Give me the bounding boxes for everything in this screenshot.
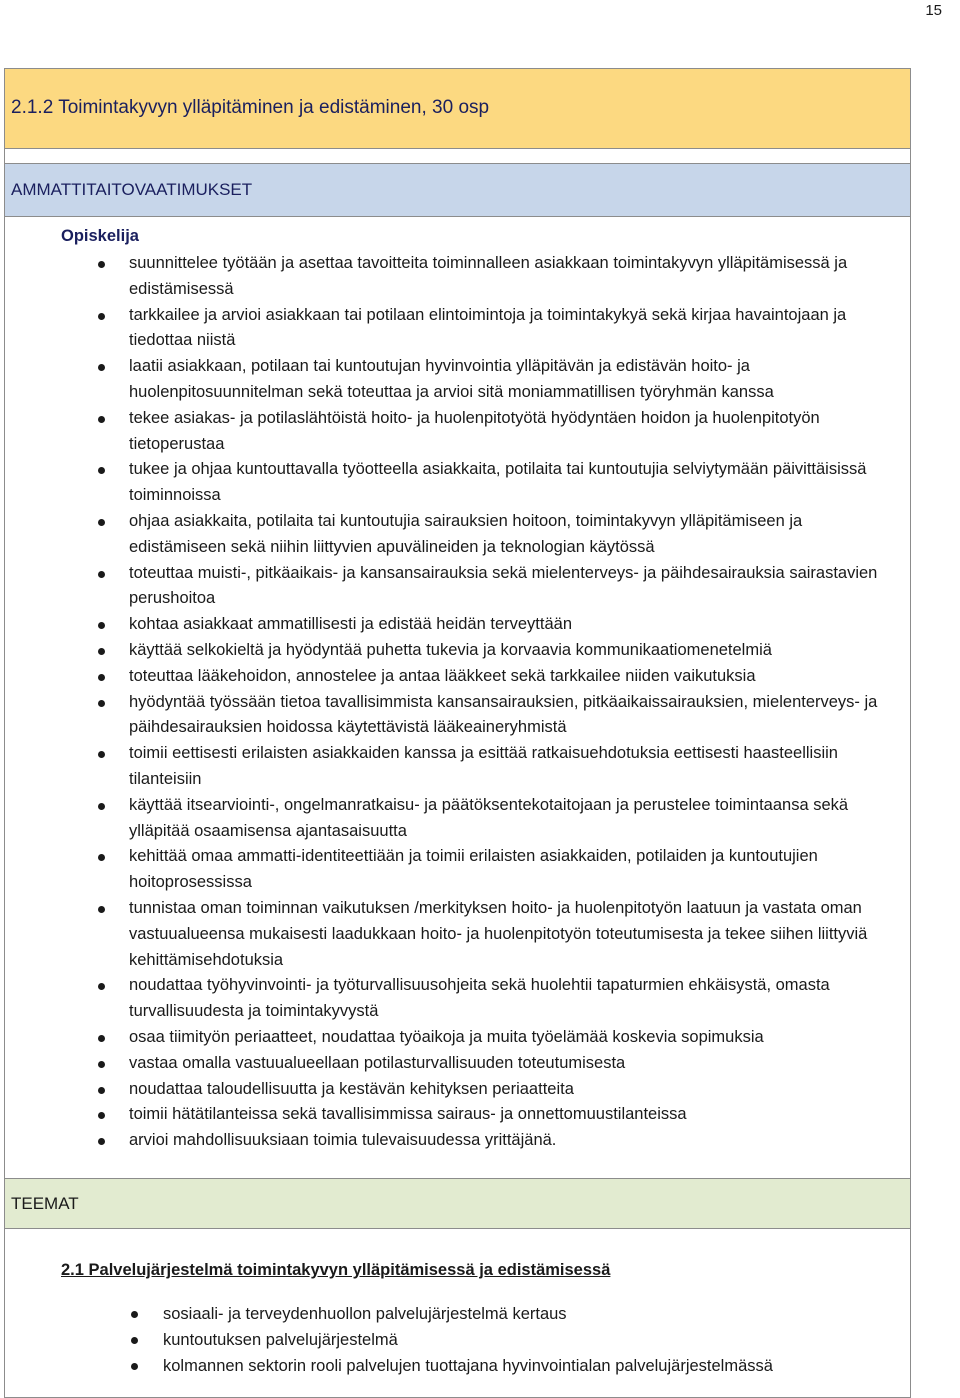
requirement-item-text: toteuttaa lääkehoidon, annostelee ja antaa lääkkeet sekä tarkkailee niiden vaikutuksia	[129, 666, 756, 685]
spacer-row	[5, 149, 910, 164]
bullet-icon	[98, 622, 105, 629]
requirement-item	[61, 612, 904, 638]
requirement-item	[61, 741, 904, 793]
bullet-icon	[98, 648, 105, 655]
requirement-item-text: käyttää selkokieltä ja hyödyntää puhetta tukevia ja korvaavia kommunikaatiomenetelmiä	[129, 640, 772, 659]
requirement-item	[61, 406, 904, 458]
requirement-item-text: osaa tiimityön periaatteet, noudattaa työaikoja ja muita työelämää koskevia sopimuksia	[129, 1027, 764, 1046]
requirement-item	[61, 1077, 904, 1103]
bullet-icon	[131, 1311, 138, 1318]
bullet-icon	[98, 700, 105, 707]
bullet-icon	[98, 467, 105, 474]
requirement-item-text: toimii eettisesti erilaisten asiakkaiden kanssa ja esittää ratkaisuehdotuksia eettisesti haasteellisiin tilanteisiin	[129, 744, 838, 788]
bullet-icon	[98, 261, 105, 268]
requirement-item-text: suunnittelee työtään ja asettaa tavoitteita toiminnalleen asiakkaan toimintakyvyn ylläpitämisessä ja edistämisessä	[129, 254, 848, 298]
bullet-icon	[98, 803, 105, 810]
requirements-list	[61, 251, 910, 1154]
theme-item	[61, 1327, 910, 1353]
theme-item	[61, 1353, 910, 1379]
requirement-item	[61, 896, 904, 973]
bullet-icon	[98, 1035, 105, 1042]
requirement-item	[61, 251, 904, 303]
requirement-item	[61, 457, 904, 509]
bullet-icon	[98, 983, 105, 990]
requirement-item-text: toteuttaa muisti-, pitkäaikais- ja kansansairauksia sekä mielenterveys- ja päihdesairauksia sairastavien perushoitoa	[129, 563, 878, 608]
bullet-icon	[98, 571, 105, 578]
bullet-icon	[98, 313, 105, 320]
requirement-item-text: toimii hätätilanteissa sekä tavallisimmissa sairaus- ja onnettomuustilanteissa	[129, 1105, 687, 1124]
requirement-item-text: vastaa omalla vastuualueellaan potilasturvallisuuden toteutumisesta	[129, 1053, 626, 1072]
theme-item-text: kuntoutuksen palvelujärjestelmä	[163, 1331, 398, 1349]
requirement-item-text: noudattaa työhyvinvointi- ja työturvallisuusohjeita sekä huolehtii tapaturmien ehkäisystä, omasta turvallisuudesta ja toimintakyvystä	[129, 976, 830, 1021]
requirements-header: AMMATTITAITOVAATIMUKSET	[5, 164, 910, 217]
requirement-item	[61, 664, 904, 690]
bullet-icon	[98, 906, 105, 913]
requirement-item	[61, 638, 904, 664]
requirement-item	[61, 1102, 904, 1128]
requirement-item	[61, 354, 904, 406]
requirement-item	[61, 1025, 904, 1051]
bullet-icon	[98, 416, 105, 423]
requirement-item	[61, 690, 904, 742]
bullet-icon	[98, 364, 105, 371]
requirement-item-text: ohjaa asiakkaita, potilaita tai kuntoutujia sairauksien hoitoon, toimintakyvyn ylläpitämiseen ja edistämiseen sekä niihin liittyvien apuvälineiden ja teknologian käytössä	[129, 511, 803, 556]
requirement-item-text: kohtaa asiakkaat ammatillisesti ja edistää heidän terveyttään	[129, 615, 572, 634]
theme-item	[61, 1301, 910, 1327]
requirement-item	[61, 509, 904, 561]
bullet-icon	[98, 854, 105, 861]
themes-body	[5, 1229, 910, 1379]
themes-list	[61, 1301, 910, 1379]
requirement-item-text: tekee asiakas- ja potilaslähtöistä hoito- ja huolenpitotyötä hyödyntäen hoidon ja huolenpitotyön tietoperustaa	[129, 408, 820, 453]
requirement-item-text: tunnistaa oman toiminnan vaikutuksen /merkityksen hoito- ja huolenpitotyön laatuun ja vastata oman vastuualueensa mukaisesti laadukkaan hoito- ja huolenpitotyön toteutumisesta ja tekee siihen liittyviä kehittämisehdotuksia	[129, 898, 868, 969]
page-number: 15	[925, 2, 942, 19]
requirement-item	[61, 1051, 904, 1077]
bullet-icon	[98, 1087, 105, 1094]
bullet-icon	[98, 674, 105, 681]
requirements-body	[5, 217, 910, 1179]
bullet-icon	[98, 1138, 105, 1145]
requirement-item	[61, 303, 904, 355]
requirement-item-text: hyödyntää työssään tietoa tavallisimmista kansansairauksien, pitkäaikaissairauksien, mielenterveys- ja päihdesairauksien hoidossa käytettävistä lääkeaineryhmistä	[129, 692, 878, 737]
requirement-item	[61, 844, 904, 896]
requirement-item-text: tarkkailee ja arvioi asiakkaan tai potilaan elintoimintoja ja toimintakykyä sekä kirjaa havaintojaan ja tiedottaa niistä	[129, 305, 847, 350]
requirement-item-text: käyttää itsearviointi-, ongelmanratkaisu- ja päätöksentekotaitojaan ja perustelee toimintaansa sekä ylläpitää osaamisensa ajantasaisuutta	[129, 795, 849, 840]
bullet-icon	[131, 1363, 138, 1370]
requirement-item-text: kehittää omaa ammatti-identiteettiään ja toimii erilaisten asiakkaiden, potilaiden ja kuntoutujien hoitoprosessissa	[129, 847, 818, 892]
bullet-icon	[98, 519, 105, 526]
section-title: 2.1.2 Toimintakyvyn ylläpitäminen ja edistäminen, 30 osp	[5, 69, 910, 149]
bullet-icon	[98, 751, 105, 758]
theme-item-text: kolmannen sektorin rooli palvelujen tuottajana hyvinvointialan palvelujärjestelmässä	[163, 1357, 773, 1375]
requirement-item	[61, 1128, 904, 1154]
requirement-item	[61, 561, 904, 613]
module-table	[4, 68, 911, 1398]
bullet-icon	[131, 1337, 138, 1344]
subject-label: Opiskelija	[61, 227, 139, 245]
requirement-item-text: arvioi mahdollisuuksiaan toimia tulevaisuudessa yrittäjänä.	[129, 1131, 557, 1150]
bullet-icon	[98, 1112, 105, 1119]
requirement-item	[61, 973, 904, 1025]
requirement-item	[61, 793, 904, 845]
requirement-item-text: noudattaa taloudellisuutta ja kestävän kehityksen periaatteita	[129, 1079, 574, 1098]
themes-header: TEEMAT	[5, 1179, 910, 1229]
theme-title: 2.1 Palvelujärjestelmä toimintakyvyn ylläpitämisessä ja edistämisessä	[61, 1261, 611, 1279]
bullet-icon	[98, 1061, 105, 1068]
theme-item-text: sosiaali- ja terveydenhuollon palvelujärjestelmä kertaus	[163, 1305, 567, 1323]
requirement-item-text: laatii asiakkaan, potilaan tai kuntoutujan hyvinvointia ylläpitävän ja edistävän hoito- ja huolenpitosuunnitelman sekä toteuttaa ja arvioi sitä moniammatillisen työryhmän kanssa	[129, 357, 774, 401]
requirement-item-text: tukee ja ohjaa kuntouttavalla työotteella asiakkaita, potilaita tai kuntoutujia selviytymään päivittäisissä toiminnoissa	[129, 460, 867, 505]
